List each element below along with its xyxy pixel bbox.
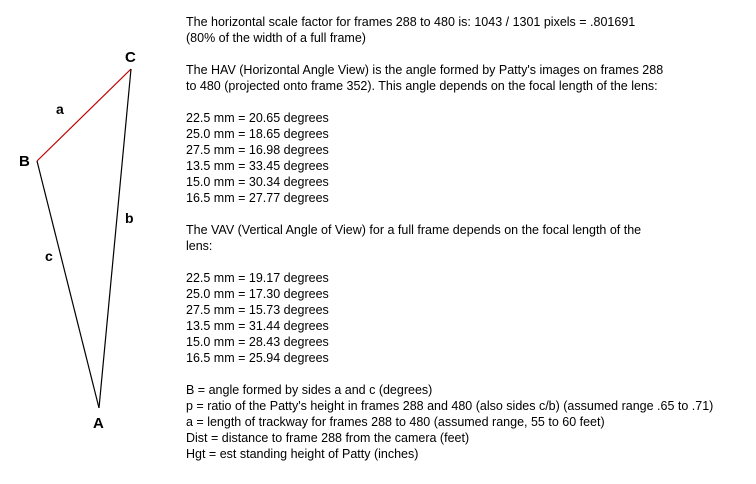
hav-value: 13.5 mm = 33.45 degrees (186, 159, 329, 173)
vav-value: 15.0 mm = 28.43 degrees (186, 335, 329, 349)
hav-value: 16.5 mm = 27.77 degrees (186, 191, 329, 205)
triangle-diagram (0, 0, 170, 484)
notes-text (186, 14, 752, 478)
hav-value: 25.0 mm = 18.65 degrees (186, 127, 329, 141)
side-b-label: b (125, 210, 134, 226)
scale-factor-paragraph (186, 14, 752, 46)
text-line: The horizontal scale factor for frames 288 to 480 is: 1043 / 1301 pixels = .801691 (186, 15, 636, 29)
hav-paragraph (186, 62, 752, 94)
side-c-line (37, 161, 99, 408)
definition: a = length of trackway for frames 288 to 480 (assumed range, 55 to 60 feet) (186, 415, 605, 429)
vav-value: 13.5 mm = 31.44 degrees (186, 319, 329, 333)
vav-paragraph (186, 222, 752, 254)
vav-value: 22.5 mm = 19.17 degrees (186, 271, 329, 285)
text-line: (80% of the width of a full frame) (186, 31, 366, 45)
text-line: The VAV (Vertical Angle of View) for a full frame depends on the focal length of the (186, 223, 642, 237)
text-line: The HAV (Horizontal Angle View) is the angle formed by Patty's images on frames 288 (186, 63, 664, 77)
hav-value: 15.0 mm = 30.34 degrees (186, 175, 329, 189)
hav-value: 22.5 mm = 20.65 degrees (186, 111, 329, 125)
vertex-b-label: B (19, 153, 30, 170)
side-a-label: a (56, 101, 64, 117)
definitions-list (186, 382, 752, 462)
vav-value: 27.5 mm = 15.73 degrees (186, 303, 329, 317)
definition: B = angle formed by sides a and c (degrees) (186, 383, 433, 397)
hav-value: 27.5 mm = 16.98 degrees (186, 143, 329, 157)
definition: p = ratio of the Patty's height in frames 288 and 480 (also sides c/b) (assumed range .65 to .71) (186, 399, 714, 413)
definition: Hgt = est standing height of Patty (inches) (186, 447, 419, 461)
definition: Dist = distance to frame 288 from the camera (feet) (186, 431, 470, 445)
side-a-line (37, 69, 131, 161)
hav-values-list (186, 110, 752, 206)
text-line: lens: (186, 239, 213, 253)
vertex-a-label: A (93, 415, 104, 432)
vav-value: 16.5 mm = 25.94 degrees (186, 351, 329, 365)
side-c-label: c (45, 248, 53, 264)
side-b-line (99, 69, 131, 408)
text-line: to 480 (projected onto frame 352). This angle depends on the focal length of the lens: (186, 79, 658, 93)
vav-value: 25.0 mm = 17.30 degrees (186, 287, 329, 301)
vertex-c-label: C (125, 49, 136, 66)
vav-values-list (186, 270, 752, 366)
